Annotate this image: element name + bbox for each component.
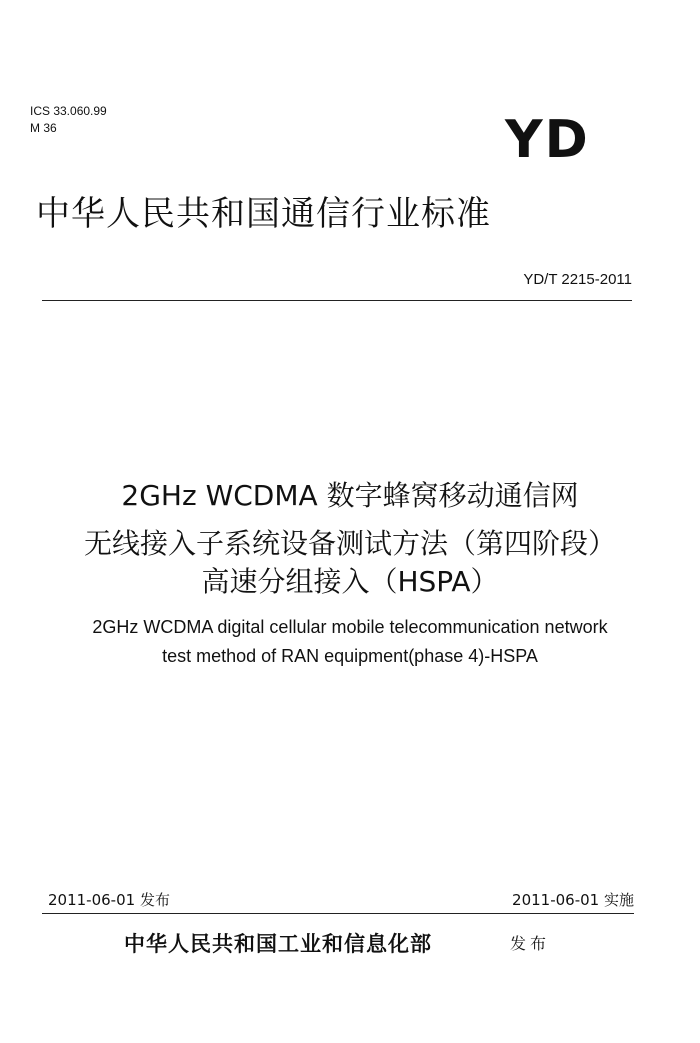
title-zh-line-1: 2GHz WCDMA 数字蜂窝移动通信网	[121, 479, 579, 512]
yd-logo: YD	[505, 110, 590, 170]
footer-divider	[42, 913, 634, 914]
header-divider	[42, 300, 632, 301]
release-date: 2011-06-01 发布	[48, 891, 170, 909]
title-en-line-2: test method of RAN equipment(phase 4)-HSPA	[162, 646, 538, 666]
standard-type-title: 中华人民共和国通信行业标准	[36, 194, 491, 234]
title-zh-line-2: 无线接入子系统设备测试方法（第四阶段）	[83, 527, 616, 560]
publisher-name: 中华人民共和国工业和信息化部	[124, 931, 432, 956]
standard-number: YD/T 2215-2011	[523, 271, 632, 288]
effective-date: 2011-06-01 实施	[512, 891, 634, 909]
ics-code: ICS 33.060.99	[30, 104, 107, 118]
title-en-line-1: 2GHz WCDMA digital cellular mobile telecommunication network	[92, 617, 608, 637]
publish-label: 发布	[510, 934, 551, 953]
title-zh-line-3: 高速分组接入（HSPA）	[201, 565, 499, 598]
category-code: M 36	[30, 121, 57, 135]
